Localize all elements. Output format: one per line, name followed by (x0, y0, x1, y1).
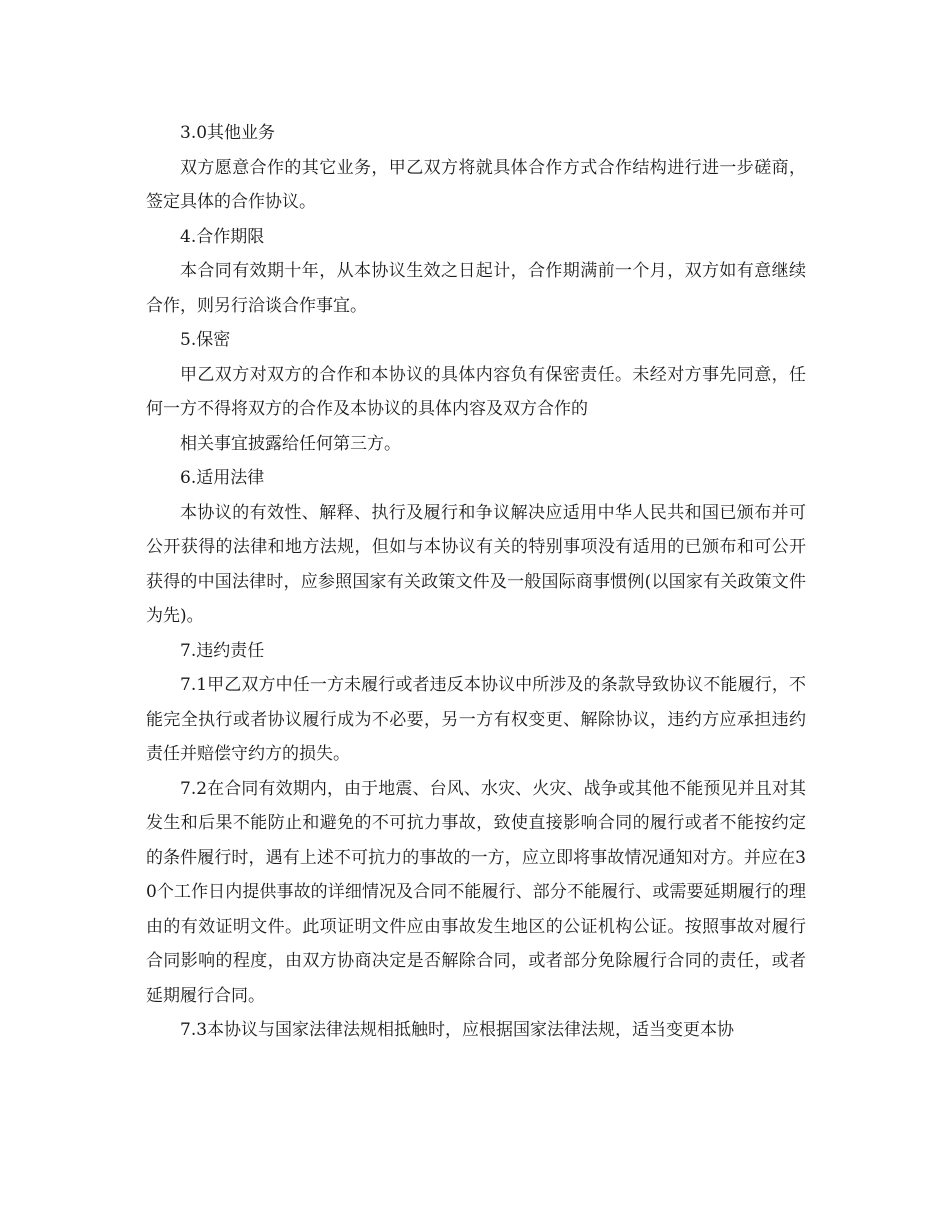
section-heading-other-business: 3.0其他业务 (180, 123, 276, 143)
document-body (146, 116, 806, 1048)
paragraph-governing-law: 本协议的有效性、解释、执行及履行和争议解决应适用中华人民共和国已颁布并可公开获得的法律和地方法规，但如与本协议有关的特别事项没有适用的已颁布和可公开获得的中国法律时，应参照国家有关政策文件及一般国际商事惯例(以国家有关政策文件为先)。 (146, 502, 806, 626)
paragraph-term: 本合同有效期十年，从本协议生效之日起计，合作期满前一个月，双方如有意继续合作，则另行洽谈合作事宜。 (146, 261, 806, 316)
paragraph-breach-7-1: 7.1甲乙双方中任一方未履行或者违反本协议中所涉及的条款导致协议不能履行，不能完全执行或者协议履行成为不必要，另一方有权变更、解除协议，违约方应承担违约责任并赔偿守约方的损失。 (146, 675, 806, 764)
paragraph-breach-7-2: 7.2在合同有效期内，由于地震、台风、水灾、火灾、战争或其他不能预见并且对其发生和后果不能防止和避免的不可抗力事故，致使直接影响合同的履行或者不能按约定的条件履行时，遇有上述不可抗力的事故的一方，应立即将事故情况通知对方。并应在30个工作日内提供事故的详细情况及合同不能履行、部分不能履行、或需要延期履行的理由的有效证明文件。此项证明文件应由事故发生地区的公证机构公证。按照事故对履行合同影响的程度，由双方协商决定是否解除合同，或者部分免除履行合同的责任，或者延期履行合同。 (146, 778, 806, 1006)
section-heading-breach: 7.违约责任 (180, 640, 265, 661)
paragraph-other-business: 双方愿意合作的其它业务，甲乙双方将就具体合作方式合作结构进行进一步磋商，签定具体的合作协议。 (146, 157, 806, 212)
paragraph-confidentiality: 甲乙双方对双方的合作和本协议的具体内容负有保密责任。未经对方事先同意，任何一方不得将双方的合作及本协议的具体内容及双方合作的 (146, 364, 806, 419)
paragraph-breach-7-3: 7.3本协议与国家法律法规相抵触时，应根据国家法律法规，适当变更本协 (180, 1020, 735, 1040)
paragraph-confidentiality-continued: 相关事宜披露给任何第三方。 (180, 433, 401, 454)
section-heading-term: 4.合作期限 (180, 226, 265, 247)
section-heading-confidentiality: 5.保密 (180, 330, 231, 350)
section-heading-governing-law: 6.适用法律 (180, 468, 265, 488)
